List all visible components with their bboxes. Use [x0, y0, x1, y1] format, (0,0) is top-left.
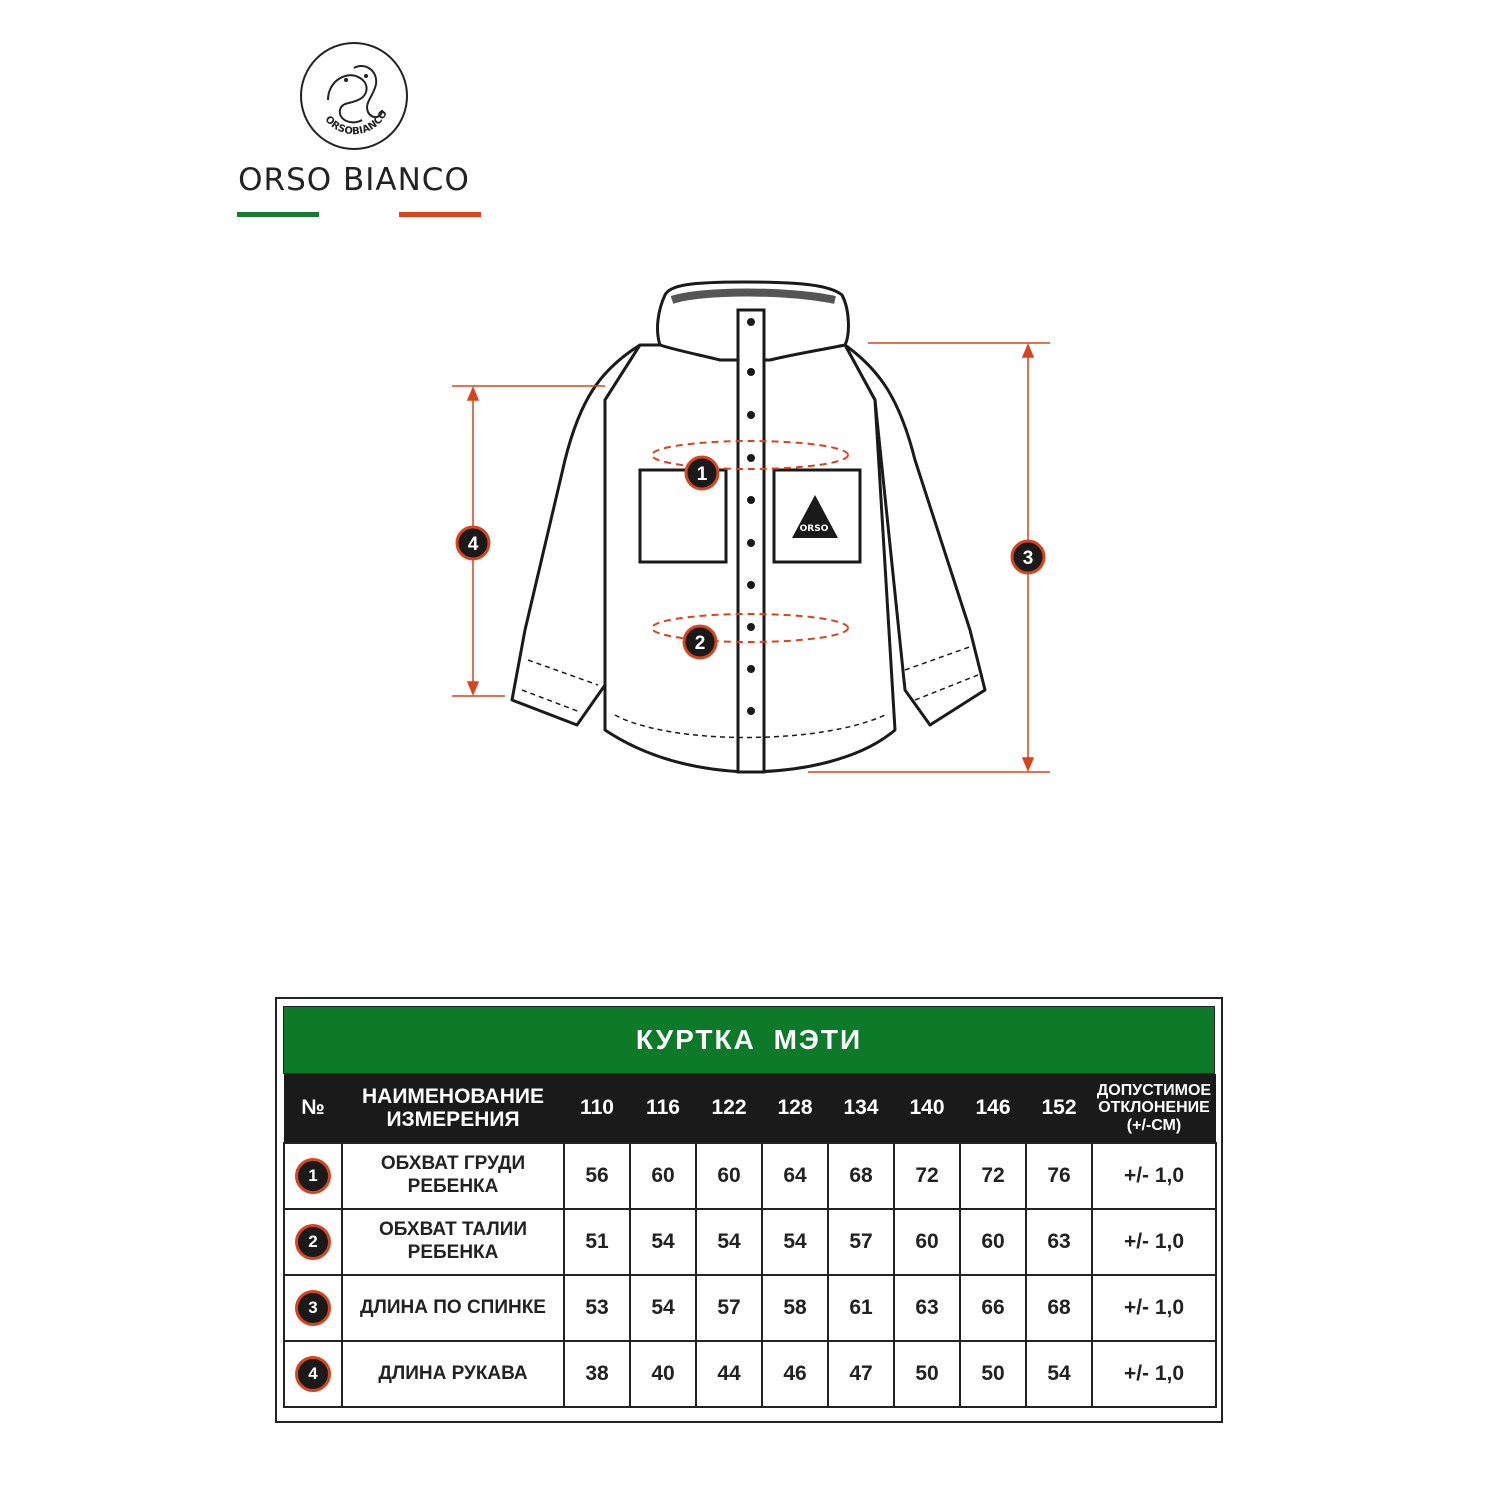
- tolerance-value: +/- 1,0: [1092, 1209, 1216, 1275]
- size-value: 54: [696, 1209, 762, 1275]
- table-row: [284, 1143, 1216, 1209]
- svg-text:2: 2: [694, 633, 706, 654]
- brand-bar-green: [237, 212, 319, 217]
- header-size: 128: [762, 1074, 828, 1143]
- bear-logo-icon: [298, 40, 410, 152]
- table-row: [284, 1209, 1216, 1275]
- size-value: 57: [696, 1275, 762, 1341]
- brand-logo: [298, 40, 410, 152]
- size-value: 72: [894, 1143, 960, 1209]
- header-size: 134: [828, 1074, 894, 1143]
- size-value: 66: [960, 1275, 1026, 1341]
- header-size: 122: [696, 1074, 762, 1143]
- patch-text: ORSO: [799, 524, 829, 534]
- marker-4: [457, 527, 489, 559]
- size-table: [283, 1074, 1217, 1408]
- header-size: 146: [960, 1074, 1026, 1143]
- header-num: №: [284, 1074, 342, 1143]
- size-value: 57: [828, 1209, 894, 1275]
- row-number-badge: 4: [295, 1356, 331, 1392]
- size-value: 46: [762, 1341, 828, 1407]
- tolerance-value: +/- 1,0: [1092, 1275, 1216, 1341]
- size-value: 58: [762, 1275, 828, 1341]
- size-value: 47: [828, 1341, 894, 1407]
- row-number-cell: [284, 1341, 342, 1407]
- brand-bar-red: [399, 212, 481, 217]
- row-number-cell: [284, 1143, 342, 1209]
- row-number-badge: 3: [295, 1290, 331, 1326]
- size-value: 60: [630, 1143, 696, 1209]
- row-number-badge: 2: [295, 1224, 331, 1260]
- measurement-name: ДЛИНА ПО СПИНКЕ: [342, 1275, 564, 1341]
- size-value: 50: [960, 1341, 1026, 1407]
- size-value: 38: [564, 1341, 630, 1407]
- brand-name: ORSO BIANCO: [238, 162, 470, 198]
- marker-1: [686, 457, 718, 489]
- row-number-badge: 1: [295, 1158, 331, 1194]
- jacket-sketch: [440, 270, 1060, 790]
- logo-arc-text: ORSOBIANCO: [322, 108, 390, 138]
- size-value: 60: [696, 1143, 762, 1209]
- size-value: 54: [630, 1209, 696, 1275]
- header-size: 152: [1026, 1074, 1092, 1143]
- size-value: 56: [564, 1143, 630, 1209]
- size-value: 76: [1026, 1143, 1092, 1209]
- measurement-name: ОБХВАТ ТАЛИИ РЕБЕНКА: [342, 1209, 564, 1275]
- table-row: [284, 1275, 1216, 1341]
- svg-text:3: 3: [1022, 548, 1034, 569]
- measurement-name: ОБХВАТ ГРУДИ РЕБЕНКА: [342, 1143, 564, 1209]
- marker-2: [684, 626, 716, 658]
- size-value: 63: [894, 1275, 960, 1341]
- tolerance-value: +/- 1,0: [1092, 1341, 1216, 1407]
- header-size: 110: [564, 1074, 630, 1143]
- size-value: 54: [630, 1275, 696, 1341]
- header-name: НАИМЕНОВАНИЕ ИЗМЕРЕНИЯ: [342, 1074, 564, 1143]
- header-size: 116: [630, 1074, 696, 1143]
- header-tolerance: ДОПУСТИМОЕ ОТКЛОНЕНИЕ (+/-СМ): [1092, 1074, 1216, 1143]
- size-value: 54: [762, 1209, 828, 1275]
- size-value: 40: [630, 1341, 696, 1407]
- measurement-name: ДЛИНА РУКАВА: [342, 1341, 564, 1407]
- marker-3: [1012, 541, 1044, 573]
- size-value: 50: [894, 1341, 960, 1407]
- size-value: 51: [564, 1209, 630, 1275]
- size-value: 61: [828, 1275, 894, 1341]
- svg-text:4: 4: [467, 534, 479, 555]
- size-value: 53: [564, 1275, 630, 1341]
- header-size: 140: [894, 1074, 960, 1143]
- size-value: 60: [960, 1209, 1026, 1275]
- size-value: 60: [894, 1209, 960, 1275]
- size-value: 63: [1026, 1209, 1092, 1275]
- size-value: 64: [762, 1143, 828, 1209]
- svg-text:1: 1: [696, 464, 708, 485]
- jacket-diagram: [440, 270, 1060, 790]
- table-header-row: [284, 1074, 1216, 1143]
- size-chart: [275, 997, 1223, 1423]
- row-number-cell: [284, 1209, 342, 1275]
- row-number-cell: [284, 1275, 342, 1341]
- size-value: 44: [696, 1341, 762, 1407]
- table-row: [284, 1341, 1216, 1407]
- size-value: 68: [1026, 1275, 1092, 1341]
- tolerance-value: +/- 1,0: [1092, 1143, 1216, 1209]
- size-value: 72: [960, 1143, 1026, 1209]
- size-value: 54: [1026, 1341, 1092, 1407]
- size-value: 68: [828, 1143, 894, 1209]
- chart-title: КУРТКА МЭТИ: [283, 1006, 1215, 1074]
